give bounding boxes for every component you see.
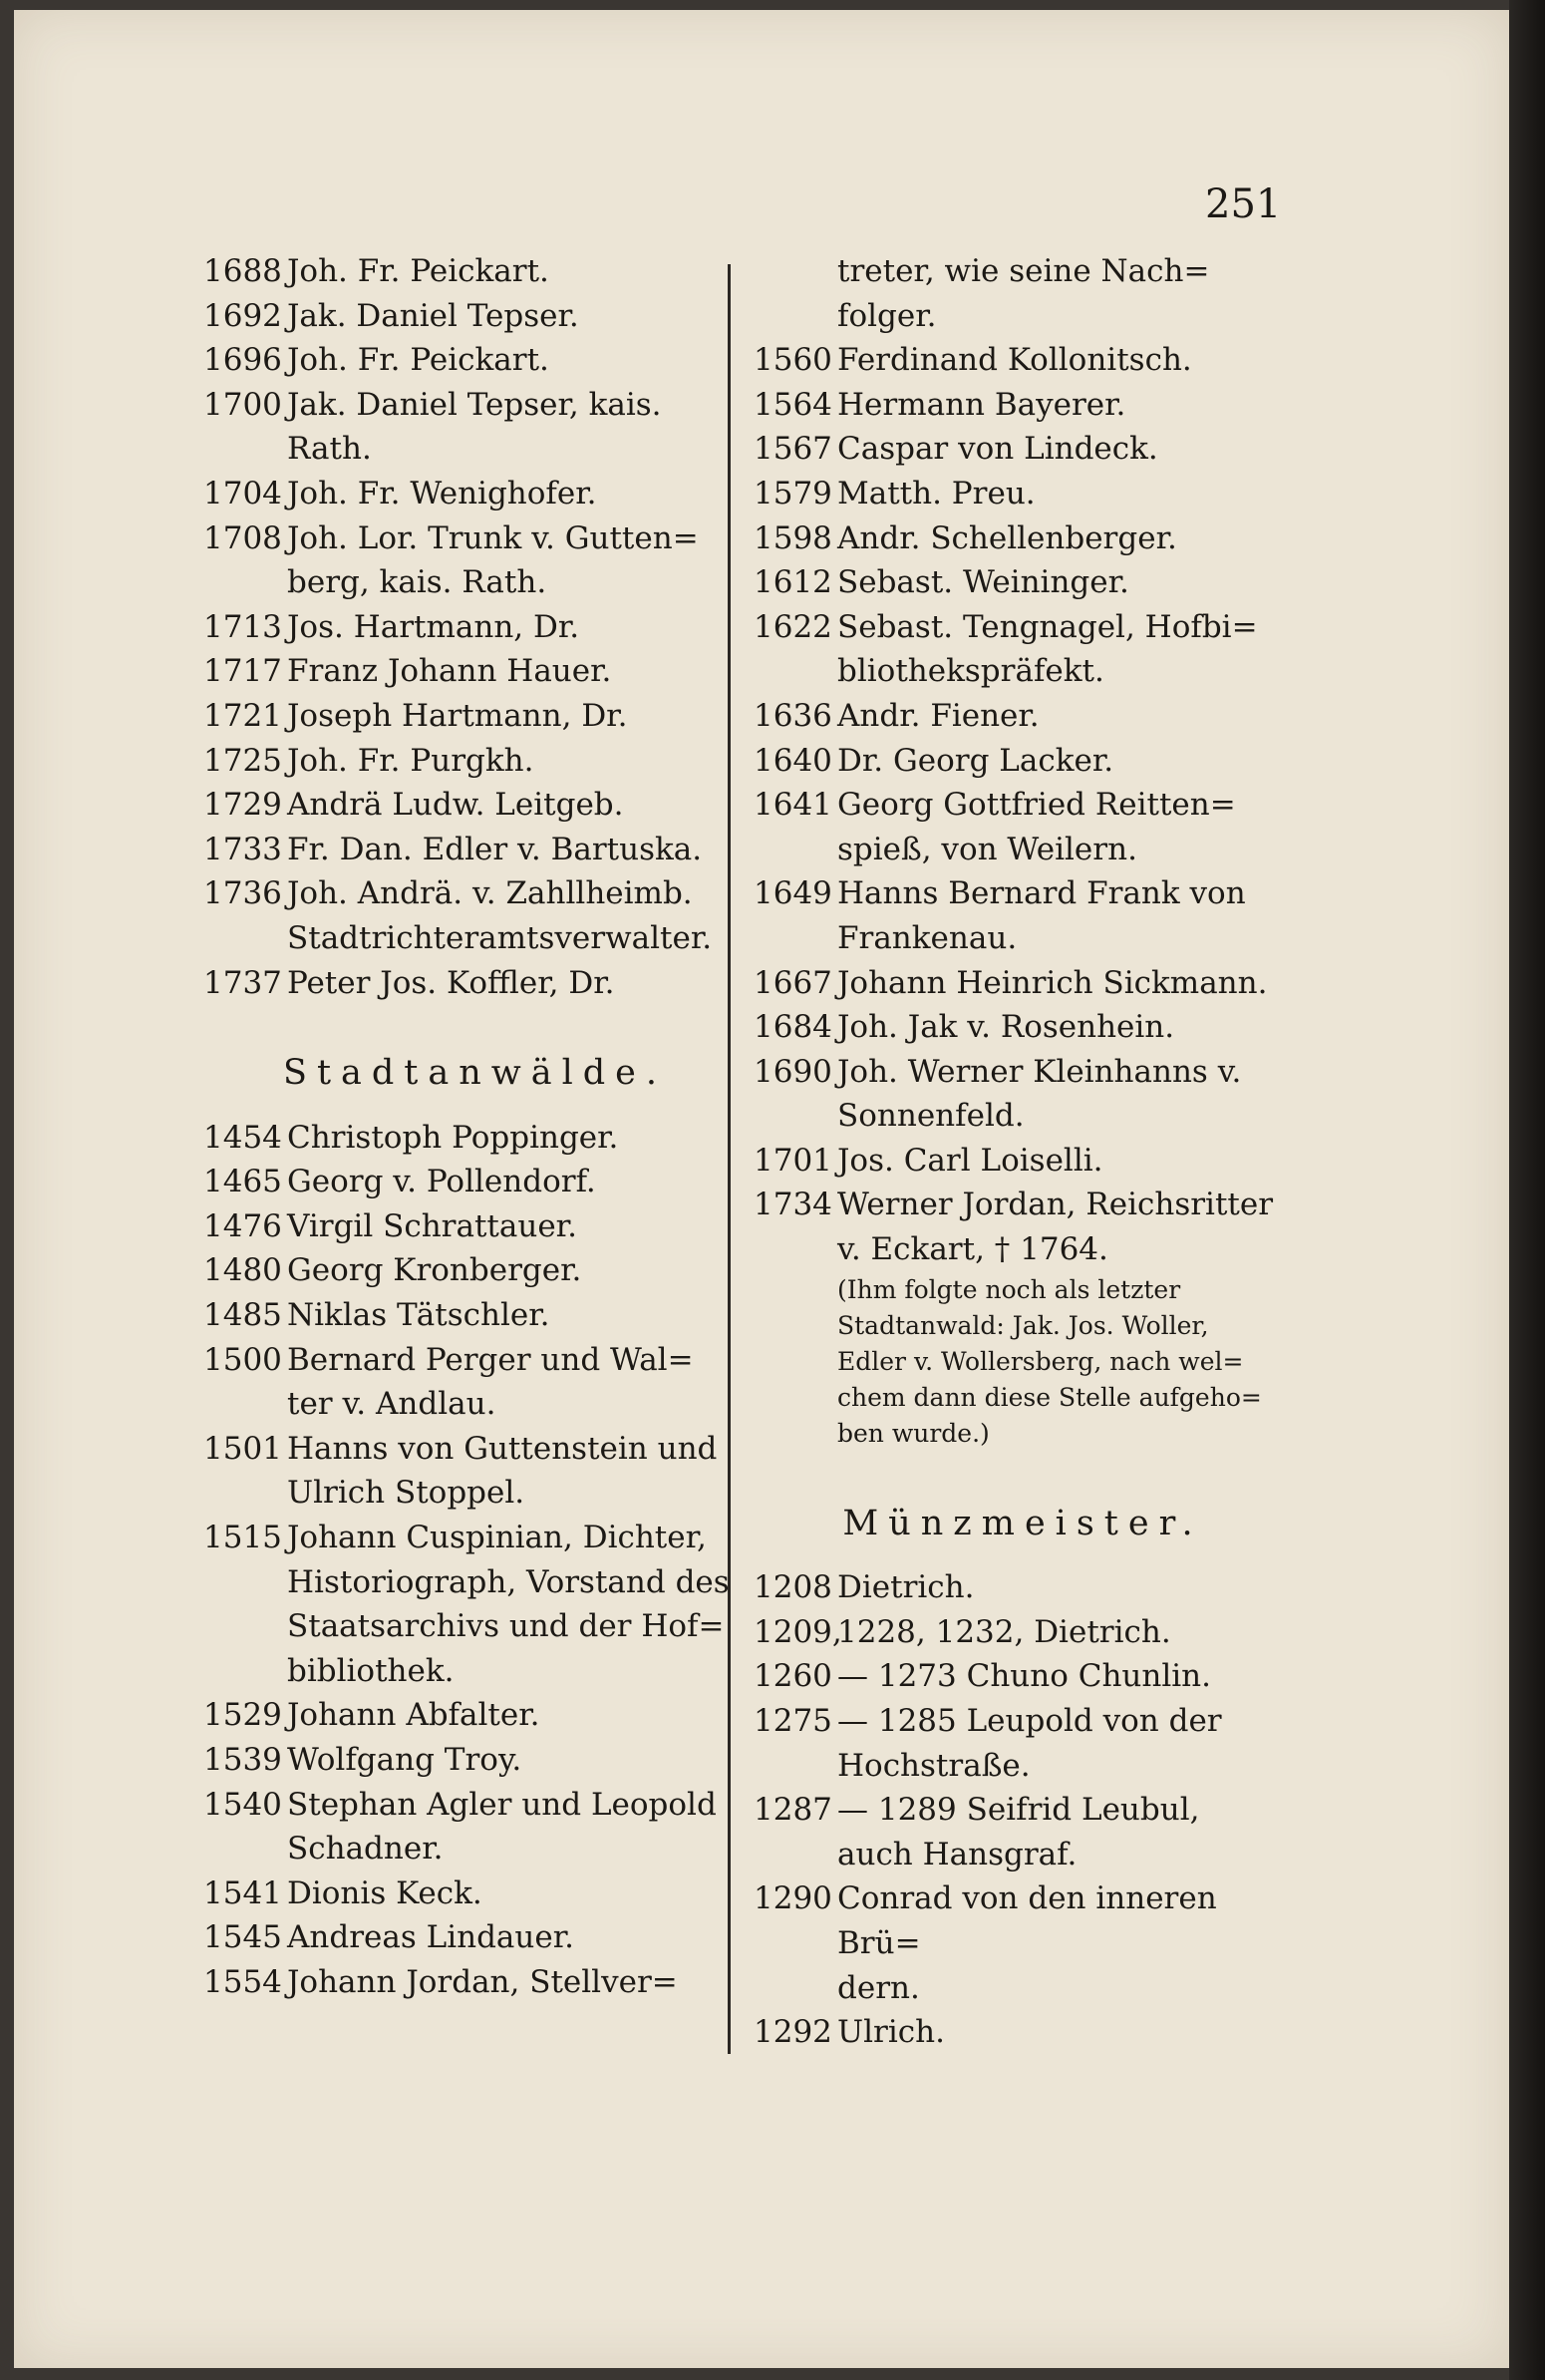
section-title-muenzmeister: Münzmeister. bbox=[842, 1503, 1203, 1543]
entry-year: 1696 bbox=[203, 342, 282, 379]
list-item bbox=[203, 1248, 747, 1293]
entry-year: 1692 bbox=[203, 297, 282, 334]
entry-line: — 1285 Leupold von der bbox=[837, 1703, 1222, 1740]
entry-line: Hanns Bernard Frank von bbox=[837, 875, 1246, 912]
entry-line: ter v. Andlau. bbox=[287, 1386, 496, 1423]
list-item bbox=[754, 338, 1292, 383]
list-item bbox=[754, 427, 1292, 472]
right-entries-section bbox=[754, 1565, 1292, 2055]
list-item bbox=[203, 1427, 747, 1516]
entry-name bbox=[287, 1204, 747, 1249]
list-item bbox=[754, 1139, 1292, 1184]
entry-year: 1636 bbox=[754, 697, 832, 734]
entry-line: Jos. Carl Loiselli. bbox=[837, 1142, 1103, 1179]
list-item bbox=[203, 516, 747, 605]
footnote-line: (Ihm folgte noch als letzter bbox=[837, 1274, 1181, 1304]
list-item bbox=[754, 516, 1292, 561]
entry-year: 1640 bbox=[754, 742, 832, 779]
entry-line: Stephan Agler und Leopold bbox=[287, 1786, 717, 1823]
entry-line: Sebast. Tengnagel, Hofbi= bbox=[837, 608, 1258, 645]
entry-line: 1228, 1232, Dietrich. bbox=[837, 1613, 1171, 1650]
entry-year: 1736 bbox=[203, 875, 282, 912]
list-item bbox=[754, 1699, 1292, 1788]
entry-year: 1501 bbox=[203, 1430, 282, 1467]
entry-name bbox=[287, 1516, 747, 1693]
entry-name bbox=[837, 1005, 1292, 1050]
book-edge bbox=[1509, 0, 1545, 2380]
right-column bbox=[754, 249, 1292, 2055]
list-item bbox=[203, 1338, 747, 1427]
entry-year: 1208 bbox=[754, 1569, 832, 1606]
entry-name bbox=[287, 1960, 747, 2005]
entry-name bbox=[287, 1915, 747, 1960]
entry-name bbox=[837, 1610, 1292, 1655]
list-item bbox=[203, 1293, 747, 1338]
entry-line: Johann Heinrich Sickmann. bbox=[837, 964, 1268, 1001]
entry-line: Hochstraße. bbox=[837, 1747, 1031, 1784]
footnote bbox=[754, 1272, 1292, 1452]
entry-line: Virgil Schrattauer. bbox=[287, 1207, 577, 1244]
list-item bbox=[203, 1960, 747, 2005]
entry-line: Joh. Jak v. Rosenhein. bbox=[837, 1009, 1175, 1046]
list-item bbox=[754, 560, 1292, 605]
entry-line: Jak. Daniel Tepser. bbox=[287, 297, 579, 334]
entry-year: 1733 bbox=[203, 831, 282, 867]
entry-year: 1500 bbox=[203, 1341, 282, 1378]
list-item bbox=[754, 1050, 1292, 1139]
entry-year: 1704 bbox=[203, 475, 282, 511]
entry-year: 1287 bbox=[754, 1792, 832, 1829]
entry-year: 1641 bbox=[754, 787, 832, 824]
list-item bbox=[754, 1876, 1292, 2010]
entry-year: 1622 bbox=[754, 608, 832, 645]
list-item bbox=[754, 871, 1292, 960]
entry-line: Joh. Werner Kleinhanns v. bbox=[837, 1053, 1242, 1090]
list-item bbox=[203, 1204, 747, 1249]
entry-line: Rath. bbox=[287, 431, 372, 468]
list-item bbox=[754, 472, 1292, 516]
list-item bbox=[203, 828, 747, 872]
entry-line: Joh. Andrä. v. Zahllheimb. bbox=[287, 875, 693, 912]
entry-year: 1209, bbox=[754, 1613, 842, 1650]
entry-name bbox=[287, 739, 747, 784]
entry-name bbox=[837, 1788, 1292, 1876]
entry-year: 1690 bbox=[754, 1053, 832, 1090]
entry-name bbox=[287, 294, 747, 339]
continuation-line-2: folger. bbox=[837, 297, 937, 334]
entry-line: Andr. Fiener. bbox=[837, 697, 1040, 734]
entry-year: 1598 bbox=[754, 519, 832, 556]
entry-name bbox=[837, 1876, 1292, 2010]
footnote-line: ben wurde.) bbox=[837, 1418, 990, 1448]
entry-line: Caspar von Lindeck. bbox=[837, 431, 1158, 468]
list-item bbox=[203, 961, 747, 1006]
entry-line: Georg Gottfried Reitten= bbox=[837, 787, 1236, 824]
left-entries-top bbox=[203, 249, 747, 1005]
entry-year: 1454 bbox=[203, 1119, 282, 1156]
entry-name bbox=[837, 961, 1292, 1006]
entry-line: Joseph Hartmann, Dr. bbox=[287, 697, 628, 734]
entry-line: — 1289 Seifrid Leubul, bbox=[837, 1792, 1200, 1829]
entry-year: 1579 bbox=[754, 475, 832, 511]
entry-line: Frankenau. bbox=[837, 919, 1018, 956]
entry-name bbox=[837, 1139, 1292, 1184]
list-item bbox=[203, 694, 747, 739]
entry-line: Schadner. bbox=[287, 1831, 444, 1868]
entry-line: Franz Johann Hauer. bbox=[287, 653, 612, 690]
entry-year: 1292 bbox=[754, 2014, 832, 2051]
list-item bbox=[754, 961, 1292, 1006]
entry-year: 1725 bbox=[203, 742, 282, 779]
list-item bbox=[754, 1610, 1292, 1655]
list-item bbox=[754, 1005, 1292, 1050]
list-item bbox=[203, 1160, 747, 1204]
list-item bbox=[203, 294, 747, 339]
entry-name bbox=[837, 472, 1292, 516]
entry-line: Joh. Fr. Peickart. bbox=[287, 253, 549, 289]
entry-year: 1567 bbox=[754, 431, 832, 468]
list-item bbox=[203, 871, 747, 960]
entry-line: Dr. Georg Lacker. bbox=[837, 742, 1114, 779]
page-number: 251 bbox=[1205, 181, 1282, 227]
entry-name bbox=[287, 1248, 747, 1293]
section-title-stadtanwaelde: Stadtanwälde. bbox=[282, 1053, 668, 1094]
entry-year: 1480 bbox=[203, 1252, 282, 1289]
entry-year: 1564 bbox=[754, 386, 832, 423]
entry-name bbox=[287, 1293, 747, 1338]
entry-name bbox=[287, 1338, 747, 1427]
entry-name bbox=[837, 1699, 1292, 1788]
entry-name bbox=[287, 1783, 747, 1871]
entry-line: Hanns von Guttenstein und bbox=[287, 1430, 718, 1467]
footnote-line: Edler v. Wollersberg, nach wel= bbox=[837, 1346, 1244, 1376]
list-item bbox=[203, 472, 747, 516]
entry-name bbox=[837, 383, 1292, 428]
entry-year: 1290 bbox=[754, 1880, 832, 1917]
list-item bbox=[203, 1738, 747, 1783]
entry-line: Jak. Daniel Tepser, kais. bbox=[287, 386, 662, 423]
entry-line: — 1273 Chuno Chunlin. bbox=[837, 1658, 1211, 1695]
entry-line: Ulrich. bbox=[837, 2014, 945, 2051]
entry-line: Sebast. Weininger. bbox=[837, 564, 1129, 601]
entry-name bbox=[287, 649, 747, 694]
entry-year: 1721 bbox=[203, 697, 282, 734]
entry-name bbox=[287, 1160, 747, 1204]
list-item bbox=[754, 2010, 1292, 2055]
entry-line: Peter Jos. Koffler, Dr. bbox=[287, 964, 615, 1001]
entry-name bbox=[837, 2010, 1292, 2055]
entry-name bbox=[287, 783, 747, 828]
list-item bbox=[754, 739, 1292, 784]
entry-name bbox=[287, 828, 747, 872]
entry-line: Fr. Dan. Edler v. Bartuska. bbox=[287, 831, 703, 867]
entry-name bbox=[837, 516, 1292, 561]
list-item bbox=[754, 383, 1292, 428]
footnote-line: Stadtanwald: Jak. Jos. Woller, bbox=[837, 1310, 1209, 1340]
list-item bbox=[203, 1693, 747, 1738]
list-item bbox=[203, 1516, 747, 1693]
entry-year: 1612 bbox=[754, 564, 832, 601]
entry-name bbox=[287, 1427, 747, 1516]
entry-name bbox=[837, 1183, 1292, 1271]
entry-name bbox=[837, 739, 1292, 784]
list-item bbox=[203, 249, 747, 294]
entry-name bbox=[837, 694, 1292, 739]
entry-name bbox=[287, 1693, 747, 1738]
entry-line: auch Hansgraf. bbox=[837, 1836, 1078, 1872]
entry-line: Jos. Hartmann, Dr. bbox=[287, 608, 580, 645]
list-item bbox=[203, 1871, 747, 1916]
entry-line: Conrad von den inneren Brü= bbox=[837, 1880, 1217, 1961]
entry-line: Historiograph, Vorstand des bbox=[287, 1563, 730, 1600]
entry-name bbox=[837, 605, 1292, 694]
entry-year: 1539 bbox=[203, 1742, 282, 1778]
entry-year: 1701 bbox=[754, 1142, 832, 1179]
entry-year: 1713 bbox=[203, 608, 282, 645]
entry-line: Joh. Fr. Peickart. bbox=[287, 342, 549, 379]
entry-line: Ulrich Stoppel. bbox=[287, 1475, 525, 1512]
entry-year: 1515 bbox=[203, 1520, 282, 1556]
entry-name bbox=[837, 338, 1292, 383]
list-item bbox=[203, 338, 747, 383]
entry-line: Johann Abfalter. bbox=[287, 1697, 540, 1734]
entry-line: Bernard Perger und Wal= bbox=[287, 1341, 694, 1378]
entry-name bbox=[287, 605, 747, 650]
entry-year: 1260 bbox=[754, 1658, 832, 1695]
entry-year: 1667 bbox=[754, 964, 832, 1001]
entry-name bbox=[287, 871, 747, 960]
entry-name bbox=[837, 1050, 1292, 1139]
entry-line: Ferdinand Kollonitsch. bbox=[837, 342, 1192, 379]
entry-name bbox=[287, 961, 747, 1006]
entry-year: 1275 bbox=[754, 1703, 832, 1740]
entry-line: Christoph Poppinger. bbox=[287, 1119, 619, 1156]
entry-line: Andrä Ludw. Leitgeb. bbox=[287, 787, 624, 824]
entry-line: Johann Jordan, Stellver= bbox=[287, 1963, 678, 2000]
entry-line: Matth. Preu. bbox=[837, 475, 1036, 511]
list-item bbox=[203, 383, 747, 472]
list-item bbox=[754, 605, 1292, 694]
list-item bbox=[203, 1915, 747, 1960]
entry-year: 1729 bbox=[203, 787, 282, 824]
entry-line: dern. bbox=[837, 1969, 920, 2006]
entry-line: Andr. Schellenberger. bbox=[837, 519, 1177, 556]
entry-line: berg, kais. Rath. bbox=[287, 564, 547, 601]
entry-year: 1737 bbox=[203, 964, 282, 1001]
entry-year: 1684 bbox=[754, 1009, 832, 1046]
entry-line: v. Eckart, † 1764. bbox=[837, 1231, 1108, 1268]
list-item bbox=[203, 649, 747, 694]
left-column bbox=[203, 249, 747, 2005]
entry-year: 1541 bbox=[203, 1874, 282, 1911]
entry-name bbox=[287, 472, 747, 516]
entry-line: Hermann Bayerer. bbox=[837, 386, 1126, 423]
entry-year: 1734 bbox=[754, 1187, 832, 1223]
entry-line: Dietrich. bbox=[837, 1569, 975, 1606]
entry-name bbox=[837, 1565, 1292, 1610]
list-item bbox=[203, 783, 747, 828]
entry-year: 1554 bbox=[203, 1963, 282, 2000]
entry-line: Joh. Fr. Purgkh. bbox=[287, 742, 534, 779]
footnote-line: chem dann diese Stelle aufgeho= bbox=[837, 1382, 1262, 1412]
entry-line: Stadtrichteramtsverwalter. bbox=[287, 919, 713, 956]
entry-line: Dionis Keck. bbox=[287, 1874, 482, 1911]
entry-year: 1485 bbox=[203, 1297, 282, 1334]
entry-name bbox=[287, 694, 747, 739]
entry-year: 1545 bbox=[203, 1919, 282, 1956]
entry-line: Georg v. Pollendorf. bbox=[287, 1164, 596, 1200]
list-item bbox=[203, 739, 747, 784]
entry-year: 1688 bbox=[203, 253, 282, 289]
entry-line: Sonnenfeld. bbox=[837, 1098, 1025, 1135]
entry-year: 1717 bbox=[203, 653, 282, 690]
book-page bbox=[14, 10, 1509, 2368]
entry-year: 1540 bbox=[203, 1786, 282, 1823]
entry-name bbox=[287, 1871, 747, 1916]
entry-line: Joh. Lor. Trunk v. Gutten= bbox=[287, 519, 699, 556]
entry-year: 1465 bbox=[203, 1164, 282, 1200]
entry-line: Andreas Lindauer. bbox=[287, 1919, 574, 1956]
entry-name bbox=[287, 516, 747, 605]
entry-name bbox=[287, 383, 747, 472]
list-item bbox=[754, 1654, 1292, 1699]
entry-name bbox=[837, 871, 1292, 960]
entry-line: Joh. Fr. Wenighofer. bbox=[287, 475, 597, 511]
entry-name bbox=[287, 249, 747, 294]
entry-line: Johann Cuspinian, Dichter, bbox=[287, 1520, 707, 1556]
continuation-line-1: treter, wie seine Nach= bbox=[837, 253, 1210, 289]
entry-year: 1708 bbox=[203, 519, 282, 556]
entry-line: Niklas Tätschler. bbox=[287, 1297, 550, 1334]
list-item bbox=[754, 1565, 1292, 1610]
entry-name bbox=[837, 783, 1292, 871]
entry-name bbox=[837, 1654, 1292, 1699]
right-entries-top bbox=[754, 338, 1292, 1271]
list-item bbox=[754, 694, 1292, 739]
list-item bbox=[754, 783, 1292, 871]
left-entries-section bbox=[203, 1116, 747, 2005]
entry-year: 1649 bbox=[754, 875, 832, 912]
entry-year: 1476 bbox=[203, 1207, 282, 1244]
entry-year: 1529 bbox=[203, 1697, 282, 1734]
entry-name bbox=[287, 338, 747, 383]
list-item bbox=[203, 1783, 747, 1871]
list-item bbox=[754, 1183, 1292, 1271]
entry-year: 1560 bbox=[754, 342, 832, 379]
entry-line: bliothekspräfekt. bbox=[837, 653, 1104, 690]
entry-name bbox=[287, 1116, 747, 1161]
list-item bbox=[203, 605, 747, 650]
entry-line: Georg Kronberger. bbox=[287, 1252, 582, 1289]
entry-line: Werner Jordan, Reichsritter bbox=[837, 1187, 1274, 1223]
entry-name bbox=[837, 560, 1292, 605]
list-item bbox=[754, 1788, 1292, 1876]
entry-line: spieß, von Weilern. bbox=[837, 831, 1137, 867]
entry-name bbox=[837, 427, 1292, 472]
entry-year: 1700 bbox=[203, 386, 282, 423]
list-item bbox=[203, 1116, 747, 1161]
entry-line: Staatsarchivs und der Hof= bbox=[287, 1608, 725, 1645]
entry-line: bibliothek. bbox=[287, 1652, 455, 1689]
entry-name bbox=[287, 1738, 747, 1783]
entry-line: Wolfgang Troy. bbox=[287, 1742, 522, 1778]
